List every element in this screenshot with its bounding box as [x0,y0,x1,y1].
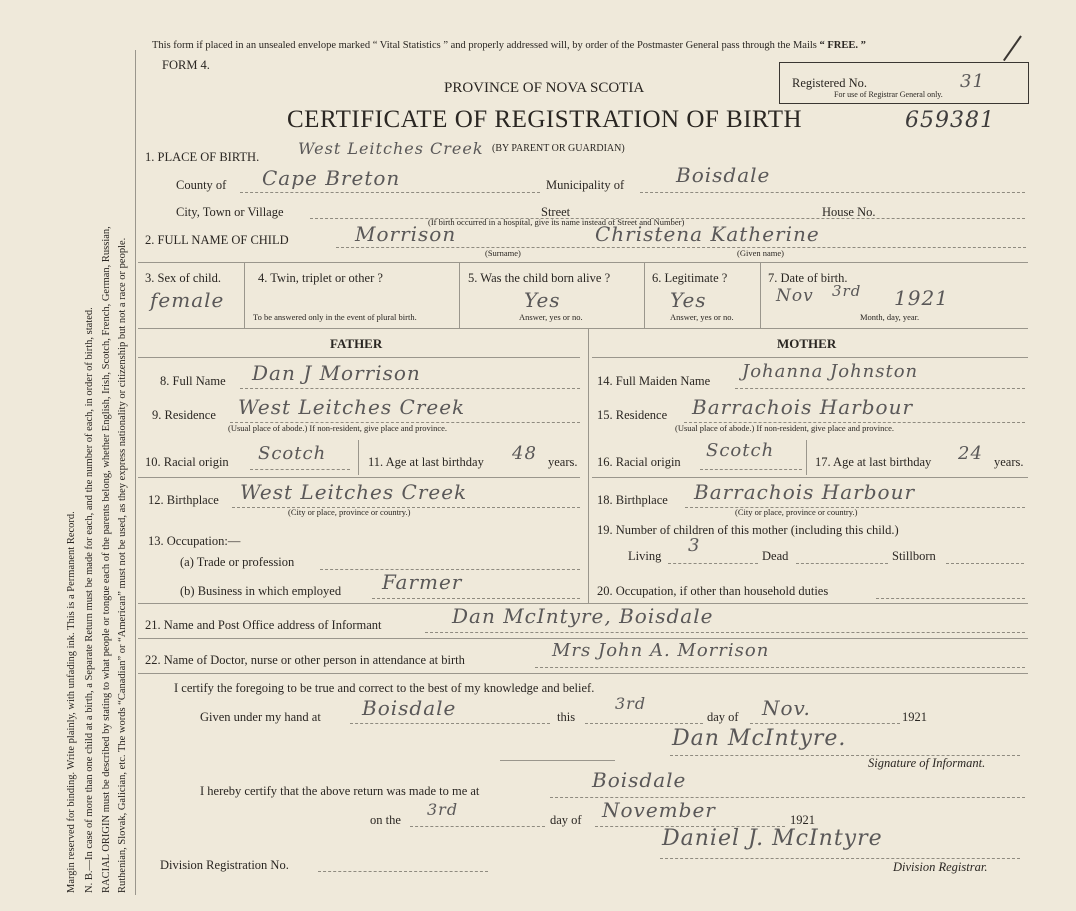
mother-residence: Barrachois Harbour [692,395,914,419]
given-month: Nov. [762,696,811,720]
father-abode-note: (Usual place of abode.) If non-resident, give place and province. [228,423,448,433]
given-year: 1921 [902,710,927,724]
rule-certify-top [138,673,1028,674]
father-heading: FATHER [330,336,383,351]
father-occupation-label: 13. Occupation:— [148,534,241,548]
living-label: Living [628,549,662,563]
mother-children-label: 19. Number of children of this mother (including this child.) [597,523,899,537]
mother-age: 24 [958,443,983,464]
mother-birthplace-label: 18. Birthplace [597,493,668,507]
twin-note: To be answered only in the event of plural birth. [253,312,417,322]
division-registration-label: Division Registration No. [160,858,289,872]
on-the-label: on the [370,813,401,827]
father-business-line [372,598,580,599]
registered-label: Registered No. [792,76,867,90]
registration-stamp-number: 659381 [905,108,995,133]
place-value: West Leitches Creek [298,139,484,158]
mother-occupation-line [876,598,1025,599]
sex-label: 3. Sex of child. [145,271,222,285]
child-surname: Morrison [355,222,457,246]
alive-value: Yes [524,288,561,312]
father-race: Scotch [258,443,327,464]
father-trade-label: (a) Trade or profession [180,555,295,569]
given-place: Boisdale [362,696,457,720]
mother-abode-note: (Usual place of abode.) If non-resident, give place and province. [675,423,895,433]
province-heading: PROVINCE OF NOVA SCOTIA [444,80,645,96]
certificate-title: CERTIFICATE OF REGISTRATION OF BIRTH [287,106,803,133]
dob-month: Nov [776,286,814,306]
doctor-line [535,667,1025,668]
mother-race-rule [592,477,1028,478]
given-month-line [750,723,900,724]
father-race-label: 10. Racial origin [145,455,229,469]
house-label: House No. [822,205,876,219]
registered-pen-mark [1003,35,1022,61]
child-name-line [336,247,1026,248]
registrar-month: November [602,798,716,822]
child-given-name: Christena Katherine [595,222,820,246]
dob-label: 7. Date of birth. [768,271,848,285]
mother-birthplace: Barrachois Harbour [694,480,916,504]
col-divider-2 [459,262,460,328]
father-name: Dan J Morrison [252,361,421,385]
top-notice: This form if placed in an unsealed envelope marked “ Vital Statistics ” and properly addressed will, by order of the Postmaster General pass through the Mails “ FREE. ” [152,40,866,51]
informant-value: Dan McIntyre, Boisdale [452,604,714,628]
registrar-signature-line [660,858,1020,859]
side-note-margin: Margin reserved for binding. Write plainly, with unfading ink. This is a Permanent Record. [66,511,77,893]
county-value: Cape Breton [262,166,401,190]
stillborn-line [946,563,1024,564]
dead-label: Dead [762,549,789,563]
given-day: 3rd [615,694,647,713]
father-race-line [250,469,350,470]
municipality-line [640,192,1025,193]
rule-row3-top [138,262,1028,263]
municipality-value: Boisdale [676,163,771,187]
registrar-signature-label: Division Registrar. [893,860,988,874]
form-number: FORM 4. [162,58,210,72]
father-race-divider [358,440,359,475]
place-label: 1. PLACE OF BIRTH. [145,150,260,164]
informant-line [425,632,1025,633]
stillborn-label: Stillborn [892,549,936,563]
registered-note: For use of Registrar General only. [834,90,943,99]
registrar-day-of-label: day of [550,813,582,827]
father-birthplace-label: 12. Birthplace [148,493,219,507]
informant-signature: Dan McIntyre. [672,726,847,751]
mother-name: Johanna Johnston [742,361,919,382]
given-day-of-label: day of [707,710,739,724]
county-line [240,192,540,193]
separator-rule [500,760,615,761]
rule-row3-bottom [138,328,1028,329]
registrar-day: 3rd [427,800,459,819]
division-registration-line [318,871,488,872]
father-residence: West Leitches Creek [238,395,466,419]
mother-age-label: 17. Age at last birthday [815,455,932,469]
mother-birthplace-note: (City or place, province or country.) [735,507,858,517]
father-business-label: (b) Business in which employed [180,584,342,598]
mother-residence-label: 15. Residence [597,408,668,422]
mother-header-rule [592,357,1028,358]
living-line [668,563,758,564]
dob-year: 1921 [894,286,949,310]
alive-label: 5. Was the child born alive ? [468,271,611,285]
given-label: Given under my hand at [200,710,321,724]
surname-note: (Surname) [485,248,521,258]
street-label: Street [541,205,571,219]
municipality-label: Municipality of [546,178,625,192]
mother-heading: MOTHER [777,336,837,351]
mother-race: Scotch [706,440,775,461]
registrar-text: I hereby certify that the above return was made to me at [200,784,480,798]
alive-note: Answer, yes or no. [519,312,583,322]
father-name-line [240,388,580,389]
living-value: 3 [688,535,701,556]
parent-divider [588,328,589,603]
legitimate-value: Yes [670,288,707,312]
registrar-year: 1921 [790,813,815,827]
father-residence-label: 9. Residence [152,408,216,422]
mother-race-divider [806,440,807,475]
registrar-signature: Daniel J. McIntyre [662,826,883,851]
side-note-racial-1: RACIAL ORIGIN must be described by stating to what people or tongue each of the parents belong, whether English, Irish, Scotch, French, German, Russian, [101,226,112,893]
child-name-label: 2. FULL NAME OF CHILD [145,233,289,247]
father-name-label: 8. Full Name [160,374,226,388]
legitimate-note: Answer, yes or no. [670,312,734,322]
place-by: (BY PARENT OR GUARDIAN) [492,143,625,154]
city-label: City, Town or Village [176,205,284,219]
given-name-note: (Given name) [737,248,784,258]
father-birthplace-note: (City or place, province or country.) [288,507,411,517]
given-place-line [350,723,550,724]
informant-label: 21. Name and Post Office address of Informant [145,618,382,632]
col-divider-4 [760,262,761,328]
father-birthplace: West Leitches Creek [240,480,468,504]
legitimate-label: 6. Legitimate ? [652,271,728,285]
mother-name-label: 14. Full Maiden Name [597,374,711,388]
hospital-note: (If birth occurred in a hospital, give its name instead of Street and Number) [428,217,685,227]
dead-line [796,563,888,564]
side-note-nb: N. B.—In case of more than one child at a birth, a Separate Return must be made for each, and the number of each, in order of birth, stated. [84,307,95,893]
twin-label: 4. Twin, triplet or other ? [258,271,383,285]
certify-text: I certify the foregoing to be true and correct to the best of my knowledge and belief. [174,681,595,695]
given-day-line [585,723,703,724]
registered-value: 31 [960,71,985,92]
rule-doctor-top [138,638,1028,639]
mother-years: years. [994,455,1024,469]
margin-rule [135,50,136,895]
doctor-value: Mrs John A. Morrison [552,640,770,661]
this-label: this [557,710,576,724]
registrar-day-line [410,826,545,827]
county-label: County of [176,178,227,192]
mother-race-line [700,469,802,470]
father-age-label: 11. Age at last birthday [368,455,484,469]
registrar-place: Boisdale [592,768,687,792]
dob-note: Month, day, year. [860,312,920,322]
father-business: Farmer [382,570,463,594]
registered-box [779,62,1029,104]
mother-name-line [735,388,1025,389]
col-divider-3 [644,262,645,328]
col-divider-1 [244,262,245,328]
side-note-racial-2: Ruthenian, Slovak, Galician, etc. The words “Canadian” or “American” must not be used, as they express nationality or citizenship but not a race or people. [117,237,128,893]
sex-value: female [150,288,225,312]
father-years: years. [548,455,578,469]
father-age: 48 [512,443,537,464]
father-header-rule [138,357,580,358]
father-race-rule [138,477,580,478]
mother-occupation-label: 20. Occupation, if other than household duties [597,584,829,598]
dob-day: 3rd [832,282,862,300]
informant-signature-label: Signature of Informant. [868,756,986,770]
mother-race-label: 16. Racial origin [597,455,681,469]
doctor-label: 22. Name of Doctor, nurse or other person in attendance at birth [145,653,465,667]
